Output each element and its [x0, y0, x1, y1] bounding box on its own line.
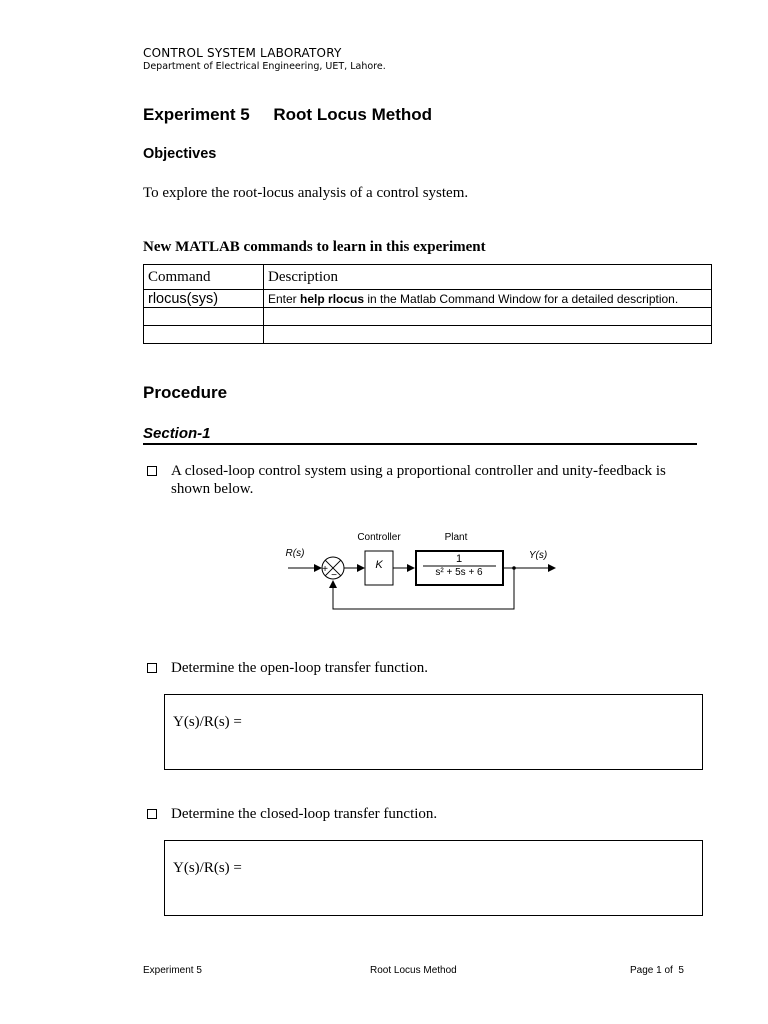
open-loop-answer-box[interactable] [164, 694, 703, 770]
objectives-text: To explore the root-locus analysis of a control system. [143, 185, 469, 201]
description-command: help rlocus [300, 291, 365, 306]
bullet-square-icon [147, 466, 157, 476]
experiment-name: Root Locus Method [273, 105, 433, 124]
command-cell: rlocus(sys) [144, 290, 264, 308]
procedure-step-1: A closed-loop control system using a proportional controller and unity-feedback is shown below. [171, 463, 666, 497]
procedure-step-3: Determine the closed-loop transfer function. [171, 806, 438, 822]
command-cell [144, 326, 264, 344]
column-header-description: Description [264, 265, 712, 290]
column-header-command: Command [144, 265, 264, 290]
description-cell [264, 326, 712, 344]
output-label: Y(s) [528, 550, 548, 561]
department-line: Department of Electrical Engineering, UET, Lahore. [143, 61, 386, 72]
commands-table [143, 264, 712, 344]
description-cell [264, 290, 712, 308]
procedure-step-2: Determine the open-loop transfer function. [171, 660, 428, 676]
footer-page-number: Page 1 of 5 [630, 965, 684, 976]
footer-experiment: Experiment 5 [143, 965, 202, 976]
input-label: R(s) [285, 548, 305, 559]
commands-heading: New MATLAB commands to learn in this experiment [143, 239, 486, 255]
sum-plus-sign: + [322, 564, 328, 575]
footer-title: Root Locus Method [370, 965, 457, 976]
block-diagram [280, 525, 570, 615]
section-divider [143, 443, 697, 445]
experiment-title [143, 105, 432, 125]
section-heading: Section-1 [143, 425, 211, 442]
closed-loop-label: Y(s)/R(s) = [173, 860, 242, 876]
lab-title: CONTROL SYSTEM LABORATORY [143, 46, 342, 60]
description-text: Enter [268, 291, 301, 306]
procedure-heading: Procedure [143, 383, 228, 402]
bullet-square-icon [147, 809, 157, 819]
description-cell [264, 308, 712, 326]
table-row [144, 326, 712, 344]
sum-minus-sign: − [331, 570, 337, 581]
controller-gain: K [375, 559, 383, 571]
objectives-heading: Objectives [143, 146, 217, 162]
open-loop-label: Y(s)/R(s) = [173, 714, 242, 730]
table-row [144, 290, 712, 308]
experiment-number: Experiment 5 [143, 105, 250, 124]
command-cell [144, 308, 264, 326]
closed-loop-answer-box[interactable] [164, 840, 703, 916]
bullet-square-icon [147, 663, 157, 673]
plant-numerator: 1 [455, 553, 463, 565]
plant-denominator: s² + 5s + 6 [435, 567, 483, 578]
description-text: in the Matlab Command Window for a detailed description. [364, 291, 679, 306]
controller-label: Controller [357, 532, 401, 543]
table-header-row [144, 265, 712, 290]
table-row [144, 308, 712, 326]
plant-label: Plant [444, 532, 468, 543]
